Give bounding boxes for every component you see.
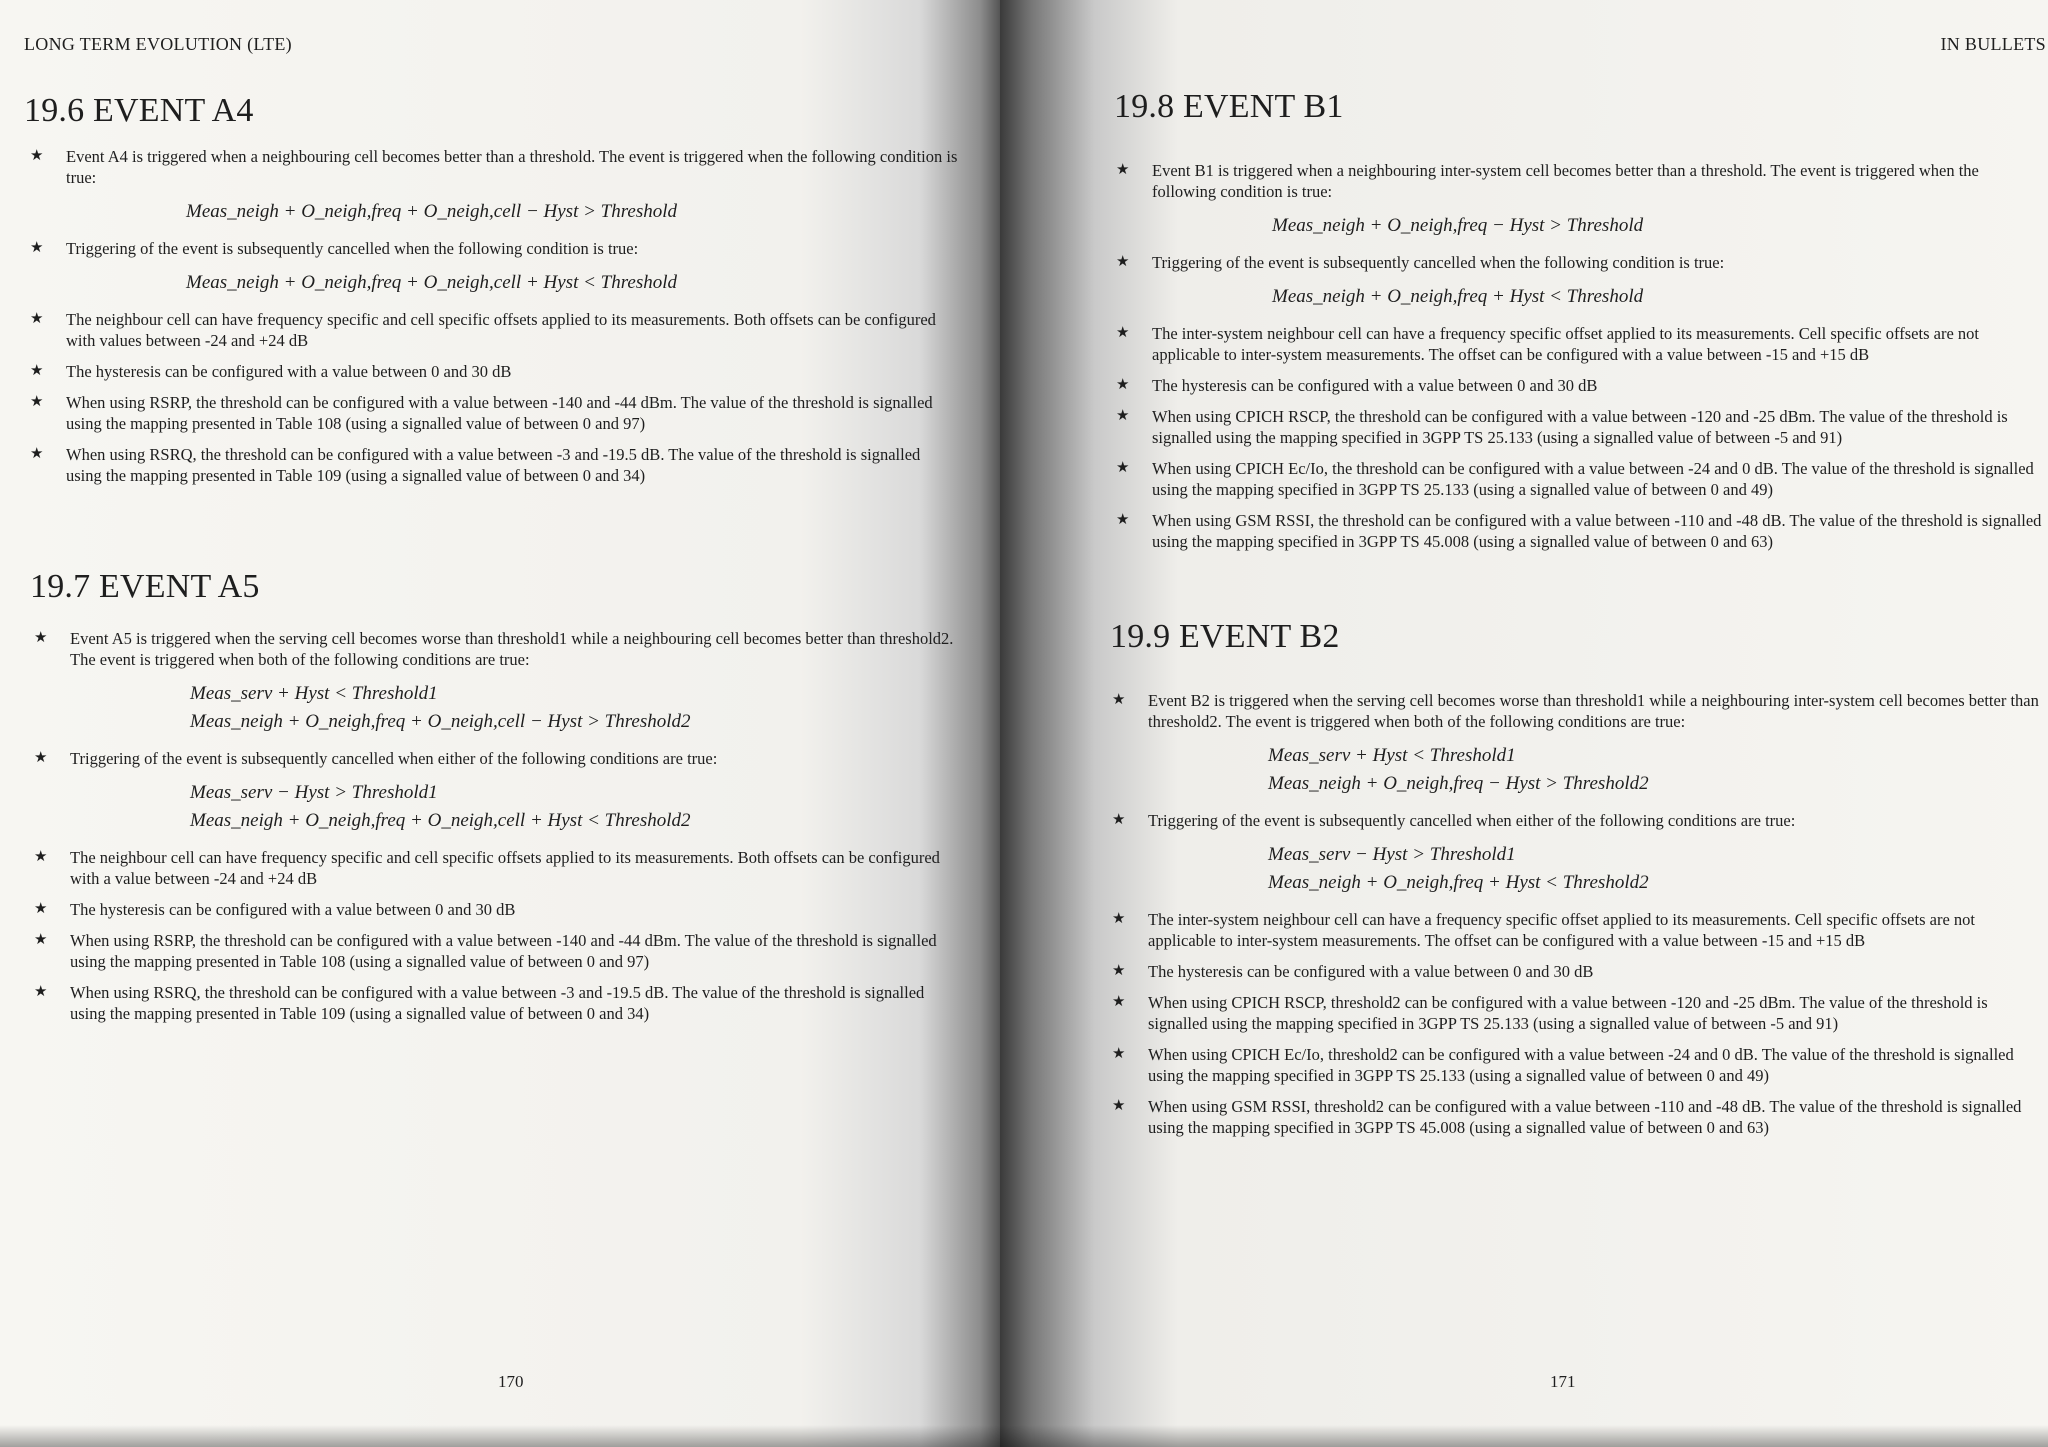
- star-bullet-icon: ★: [1116, 254, 1130, 270]
- star-bullet-icon: ★: [1112, 1046, 1126, 1062]
- star-bullet-icon: ★: [30, 240, 44, 256]
- star-bullet-icon: ★: [30, 363, 44, 379]
- bullet-item: ★ When using RSRQ, the threshold can be configured with a value between -3 and -19.5 dB. The value of the threshold is signalled using the mapping presented in Table 109 (using a signalled value of between 0 and 34): [30, 445, 921, 485]
- bullet-item: ★ Triggering of the event is subsequently cancelled when either of the following conditions are true: Meas_serv − Hyst > Threshold1 Meas_neigh + O_neigh,freq + Hyst < Threshold2: [1112, 810, 2042, 897]
- bullet-item: ★ When using RSRP, the threshold can be configured with a value between -140 and -44 dBm. The value of the threshold is signalled using the mapping presented in Table 108 (using a signalled value of between 0 and 97): [34, 931, 937, 971]
- bullet-item: ★ When using GSM RSSI, the threshold can be configured with a value between -110 and -48 dB. The value of the threshold is signalled using the mapping specified in 3GPP TS 45.008 (using a signalled value of between 0 and 63): [1116, 511, 2042, 551]
- star-bullet-icon: ★: [1116, 512, 1130, 528]
- bullet-item: ★ The neighbour cell can have frequency specific and cell specific offsets applied to its measurements. Both offsets can be configured with values between -24 and +24 dB: [30, 310, 936, 350]
- page-number-left: 170: [498, 1372, 524, 1391]
- formula: Meas_neigh + O_neigh,freq + O_neigh,cell + Hyst < Threshold: [186, 272, 678, 293]
- star-bullet-icon: ★: [1116, 408, 1130, 424]
- star-bullet-icon: ★: [34, 750, 48, 766]
- bullet-item: ★ When using RSRQ, the threshold can be configured with a value between -3 and -19.5 dB. The value of the threshold is signalled using the mapping presented in Table 109 (using a signalled value of between 0 and 34): [34, 983, 925, 1023]
- star-bullet-icon: ★: [1112, 911, 1126, 927]
- star-bullet-icon: ★: [1112, 994, 1126, 1010]
- star-bullet-icon: ★: [30, 148, 44, 164]
- bullet-item: ★ When using CPICH Ec/Io, the threshold can be configured with a value between -24 and 0 dB. The value of the threshold is signalled using the mapping specified in 3GPP TS 25.133 (using a signalled value of between 0 and 49): [1116, 459, 2034, 499]
- star-bullet-icon: ★: [30, 446, 44, 462]
- formula: Meas_serv − Hyst > Threshold1: [190, 782, 438, 803]
- star-bullet-icon: ★: [34, 932, 48, 948]
- formula: Meas_serv + Hyst < Threshold1: [190, 683, 438, 704]
- star-bullet-icon: ★: [34, 849, 48, 865]
- formula: Meas_neigh + O_neigh,freq + O_neigh,cell − Hyst > Threshold2: [190, 711, 691, 732]
- bullet-item: ★ The hysteresis can be configured with a value between 0 and 30 dB: [34, 900, 516, 919]
- bullet-item: ★ When using CPICH RSCP, the threshold can be configured with a value between -120 and -25 dBm. The value of the threshold is signalled using the mapping specified in 3GPP TS 25.133 (using a signalled value of between -5 and 91): [1116, 407, 2008, 447]
- formula: Meas_neigh + O_neigh,freq − Hyst > Threshold: [1272, 215, 1644, 236]
- bullet-item: ★ Event B1 is triggered when a neighbouring inter-system cell becomes better than a threshold. The event is triggered when the following condition is true: Meas_neigh + O_neigh,freq − Hyst > Threshold: [1116, 160, 2046, 240]
- section-title-19-7: 19.7 EVENT A5: [30, 568, 260, 605]
- formula: Meas_neigh + O_neigh,freq + O_neigh,cell − Hyst > Threshold: [186, 201, 678, 222]
- formula: Meas_neigh + O_neigh,freq − Hyst > Threshold2: [1268, 773, 1649, 794]
- star-bullet-icon: ★: [1116, 162, 1130, 178]
- star-bullet-icon: ★: [34, 901, 48, 917]
- bullet-item: ★ When using CPICH Ec/Io, threshold2 can be configured with a value between -24 and 0 dB. The value of the threshold is signalled using the mapping specified in 3GPP TS 25.133 (using a signalled value of between 0 and 49): [1112, 1045, 2014, 1085]
- star-bullet-icon: ★: [1116, 377, 1130, 393]
- page-number-right: 171: [1550, 1372, 1576, 1391]
- bullet-item: ★ Event B2 is triggered when the serving cell becomes worse than threshold1 while a neighbouring inter-system cell becomes better than threshold2. The event is triggered when both of the following conditions are true: Meas_serv + Hyst < Threshold1 Meas_neigh + O_neigh,freq − Hyst > Threshold2: [1112, 690, 2042, 798]
- left-page: [0, 0, 1000, 1447]
- star-bullet-icon: ★: [1112, 963, 1126, 979]
- star-bullet-icon: ★: [30, 394, 44, 410]
- bullet-item: ★ The hysteresis can be configured with a value between 0 and 30 dB: [30, 362, 512, 381]
- star-bullet-icon: ★: [30, 311, 44, 327]
- bullet-item: ★ When using RSRP, the threshold can be configured with a value between -140 and -44 dBm. The value of the threshold is signalled using the mapping presented in Table 108 (using a signalled value of between 0 and 97): [30, 393, 933, 433]
- star-bullet-icon: ★: [34, 984, 48, 1000]
- bullet-item: ★ Triggering of the event is subsequently cancelled when the following condition is true: Meas_neigh + O_neigh,freq + Hyst < Threshold: [1116, 252, 2046, 311]
- bullet-item: ★ Triggering of the event is subsequently cancelled when the following condition is true: Meas_neigh + O_neigh,freq + O_neigh,cell + Hyst < Threshold: [30, 238, 960, 297]
- bullet-list-19-6: [30, 146, 960, 496]
- formula: Meas_neigh + O_neigh,freq + Hyst < Threshold2: [1268, 872, 1649, 893]
- bullet-item: ★ Event A4 is triggered when a neighbouring cell becomes better than a threshold. The event is triggered when the following condition is true: Meas_neigh + O_neigh,freq + O_neigh,cell − Hyst > Threshold: [30, 146, 960, 226]
- bullet-list-19-9: [1112, 690, 2042, 1148]
- section-title-19-6: 19.6 EVENT A4: [24, 92, 254, 129]
- star-bullet-icon: ★: [34, 630, 48, 646]
- bullet-list-19-7: [34, 628, 964, 1034]
- formula: Meas_neigh + O_neigh,freq + O_neigh,cell + Hyst < Threshold2: [190, 810, 691, 831]
- section-title-19-9: 19.9 EVENT B2: [1110, 618, 1340, 655]
- star-bullet-icon: ★: [1116, 460, 1130, 476]
- running-head-left: LONG TERM EVOLUTION (LTE): [24, 34, 292, 54]
- bullet-list-19-8: [1116, 160, 2046, 562]
- star-bullet-icon: ★: [1112, 1098, 1126, 1114]
- bullet-item: ★ Event A5 is triggered when the serving cell becomes worse than threshold1 while a neighbouring cell becomes better than threshold2. The event is triggered when both of the following conditions are true: Meas_serv + Hyst < Threshold1 Meas_neigh + O_neigh,freq + O_neigh,cell − Hyst > Threshold2: [34, 628, 964, 736]
- star-bullet-icon: ★: [1116, 325, 1130, 341]
- formula: Meas_neigh + O_neigh,freq + Hyst < Threshold: [1272, 286, 1644, 307]
- bullet-item: ★ Triggering of the event is subsequently cancelled when either of the following conditions are true: Meas_serv − Hyst > Threshold1 Meas_neigh + O_neigh,freq + O_neigh,cell + Hyst < Threshold2: [34, 748, 964, 835]
- section-title-19-8: 19.8 EVENT B1: [1114, 88, 1344, 125]
- bullet-item: ★ When using GSM RSSI, threshold2 can be configured with a value between -110 and -48 dB. The value of the threshold is signalled using the mapping specified in 3GPP TS 45.008 (using a signalled value of between 0 and 63): [1112, 1097, 2022, 1137]
- running-head-right: IN BULLETS: [1940, 34, 2046, 54]
- right-page: [1000, 0, 2048, 1447]
- star-bullet-icon: ★: [1112, 692, 1126, 708]
- formula: Meas_serv − Hyst > Threshold1: [1268, 844, 1516, 865]
- bullet-item: ★ When using CPICH RSCP, threshold2 can be configured with a value between -120 and -25 dBm. The value of the threshold is signalled using the mapping specified in 3GPP TS 25.133 (using a signalled value of between -5 and 91): [1112, 993, 1988, 1033]
- bullet-item: ★ The neighbour cell can have frequency specific and cell specific offsets applied to its measurements. Both offsets can be configured with a value between -24 and +24 dB: [34, 848, 940, 888]
- bullet-item: ★ The hysteresis can be configured with a value between 0 and 30 dB: [1112, 962, 1594, 981]
- star-bullet-icon: ★: [1112, 812, 1126, 828]
- bullet-item: ★ The inter-system neighbour cell can have a frequency specific offset applied to its measurements. Cell specific offsets are not applicable to inter-system measurements. The offset can be configured with a value between -15 and +15 dB: [1116, 324, 1979, 364]
- formula: Meas_serv + Hyst < Threshold1: [1268, 745, 1516, 766]
- bullet-item: ★ The inter-system neighbour cell can have a frequency specific offset applied to its measurements. Cell specific offsets are not applicable to inter-system measurements. The offset can be configured with a value between -15 and +15 dB: [1112, 910, 1975, 950]
- bullet-item: ★ The hysteresis can be configured with a value between 0 and 30 dB: [1116, 376, 1598, 395]
